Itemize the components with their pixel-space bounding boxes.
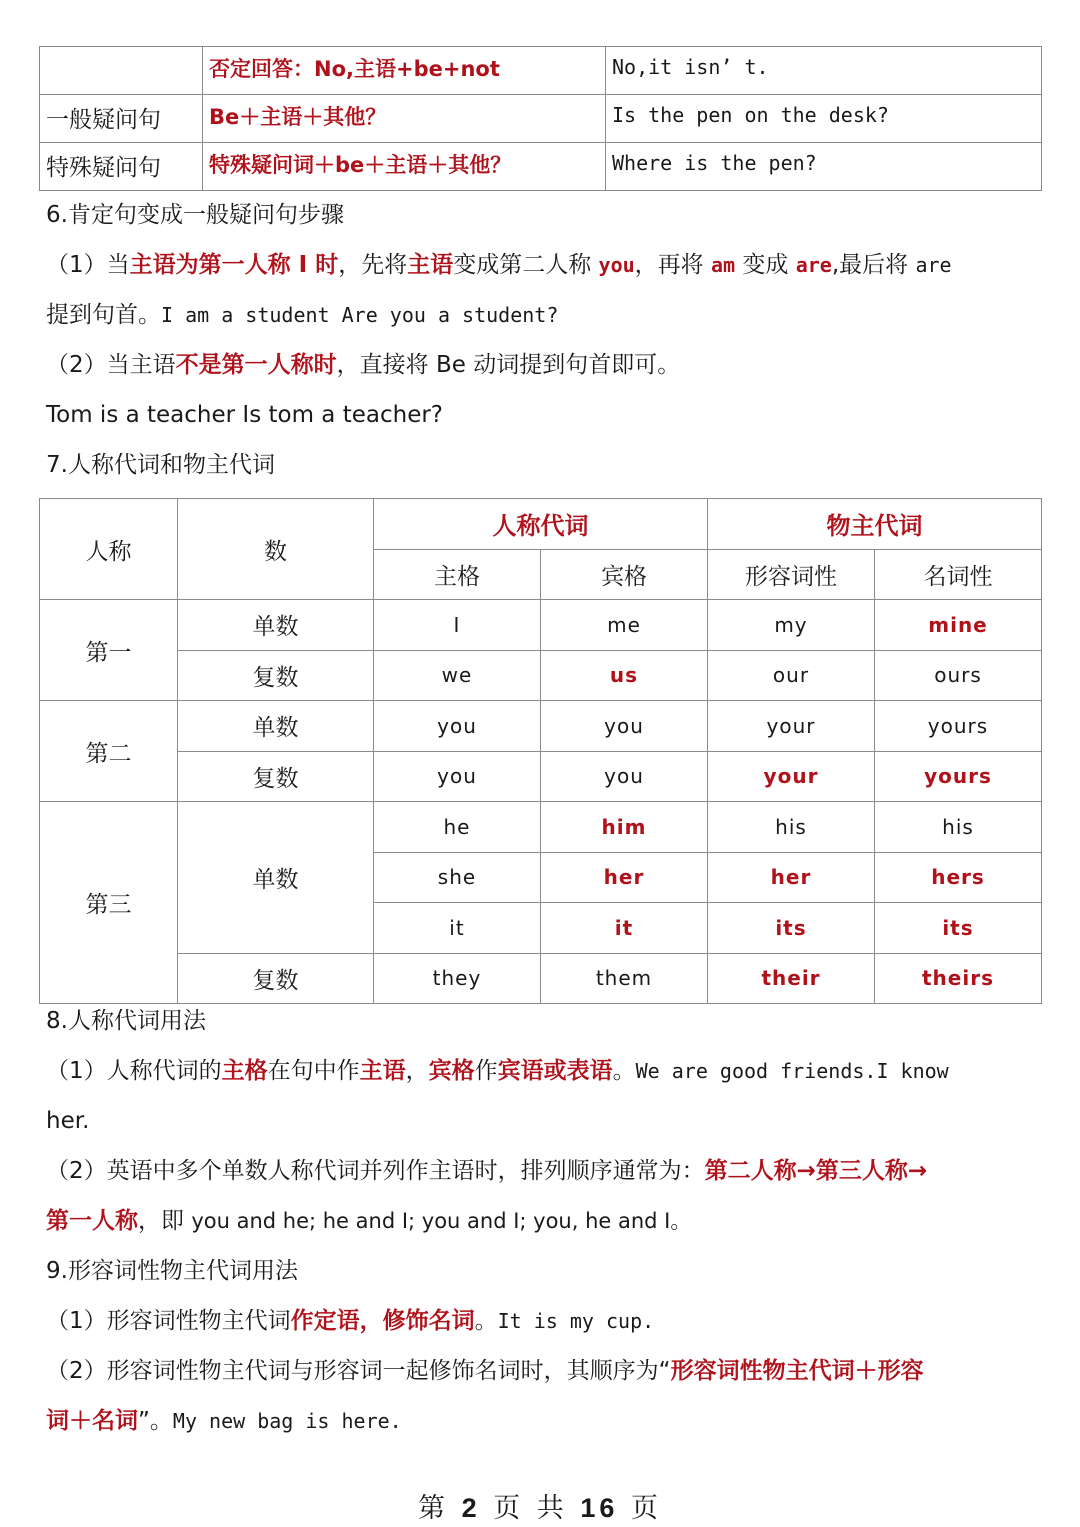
number-cell: 复数 (178, 751, 374, 802)
adjective-cell: his (708, 802, 875, 853)
header-person: 人称 (40, 499, 178, 600)
example: It is my cup. (497, 1309, 655, 1333)
highlight: 第二人称→第三人称→ (704, 1158, 928, 1184)
section-8-para-1-cont: her. (46, 1108, 90, 1134)
highlight: 宾语或表语 (497, 1058, 613, 1084)
object-cell: it (541, 903, 708, 954)
noun-cell: yours (875, 701, 1042, 752)
section-9-para-1 (46, 1306, 654, 1336)
text: （2）当主语 (46, 352, 176, 378)
highlight: 主语 (407, 252, 454, 278)
section-9-para-2 (46, 1356, 924, 1386)
rule-cell: Be＋主语＋其他？ (203, 95, 606, 143)
highlight: am (710, 253, 736, 277)
highlight: 作定语，修饰名词 (290, 1308, 475, 1334)
adjective-cell: my (708, 600, 875, 651)
page-number: 2 (461, 1493, 481, 1523)
noun-cell: its (875, 903, 1042, 954)
table-row (40, 701, 1042, 752)
section-6-example: Tom is a teacher Is tom a teacher? (46, 402, 444, 428)
text: 变成第二人称 (453, 252, 599, 278)
object-cell: you (541, 751, 708, 802)
text: ”。 (138, 1408, 173, 1434)
text: ，直接将 Be 动词提到句首即可。 (336, 352, 681, 378)
section-6-para-2 (46, 350, 680, 380)
header-subject: 主格 (374, 549, 541, 600)
example-cell: No,it isn’ t. (606, 47, 1042, 95)
number-cell: 复数 (178, 650, 374, 701)
highlight: 不是第一人称时 (175, 352, 337, 378)
noun-cell: his (875, 802, 1042, 853)
section-6-para-1-cont (46, 300, 558, 330)
section-6-para-1 (46, 250, 952, 280)
highlight: 宾格 (428, 1058, 475, 1084)
section-8-para-2 (46, 1156, 927, 1186)
adjective-cell: our (708, 650, 875, 701)
noun-cell: hers (875, 852, 1042, 903)
example: We are good friends.I know (635, 1059, 949, 1083)
row-label: 一般疑问句 (40, 95, 203, 143)
object-cell: you (541, 701, 708, 752)
subject-cell: it (374, 903, 541, 954)
table-row (40, 143, 1042, 191)
text: ，先将 (338, 252, 408, 278)
rule-cell: 特殊疑问词＋be＋主语＋其他？ (203, 143, 606, 191)
example: I am a student Are you a student? (161, 303, 559, 327)
section-8-title: 8.人称代词用法 (46, 1008, 206, 1034)
table-row (40, 600, 1042, 651)
adjective-cell: your (708, 701, 875, 752)
subject-cell: she (374, 852, 541, 903)
text: 。 (474, 1308, 498, 1334)
page-footer (0, 1486, 1080, 1525)
number-cell: 单数 (178, 600, 374, 651)
number-cell: 复数 (178, 953, 374, 1004)
text: （2）英语中多个单数人称代词并列作主语时，排列顺序通常为： (46, 1158, 705, 1184)
subject-cell: I (374, 600, 541, 651)
text: 页 (631, 1493, 663, 1524)
example: My new bag is here. (172, 1409, 402, 1433)
row-label (40, 47, 203, 95)
rule-cell: 否定回答：No,主语+be+not (203, 47, 606, 95)
text: 第 (417, 1493, 449, 1524)
table-row (40, 650, 1042, 701)
header-possessive-pronouns: 物主代词 (708, 499, 1042, 550)
subject-cell: they (374, 953, 541, 1004)
example: you and he; he and I; you and I; you, he and I。 (191, 1209, 692, 1233)
table-row (40, 95, 1042, 143)
highlight: 形容词性物主代词＋形容 (670, 1358, 924, 1384)
text: （1）形容词性物主代词 (46, 1308, 291, 1334)
header-number: 数 (178, 499, 374, 600)
noun-cell: ours (875, 650, 1042, 701)
number-cell: 单数 (178, 701, 374, 752)
text: （1）人称代词的 (46, 1058, 222, 1084)
text: ，即 (138, 1208, 192, 1234)
adjective-cell: their (708, 953, 875, 1004)
person-cell: 第三 (40, 802, 178, 1004)
highlight: you (598, 253, 635, 277)
text: ， (405, 1058, 429, 1084)
subject-cell: he (374, 802, 541, 853)
noun-cell: theirs (875, 953, 1042, 1004)
highlight: are (795, 253, 832, 277)
section-6-title: 6.肯定句变成一般疑问句步骤 (46, 202, 344, 228)
subject-cell: you (374, 751, 541, 802)
person-cell: 第二 (40, 701, 178, 802)
noun-cell: yours (875, 751, 1042, 802)
highlight: 第一人称 (46, 1208, 138, 1234)
adjective-cell: its (708, 903, 875, 954)
adjective-cell: your (708, 751, 875, 802)
object-cell: him (541, 802, 708, 853)
text: （1）当 (46, 252, 130, 278)
highlight: 词＋名词 (46, 1408, 138, 1434)
section-9-title: 9.形容词性物主代词用法 (46, 1258, 298, 1284)
total-pages: 16 (580, 1493, 619, 1523)
subject-cell: we (374, 650, 541, 701)
text: 提到句首。 (46, 302, 161, 328)
subject-cell: you (374, 701, 541, 752)
example-cell: Is the pen on the desk? (606, 95, 1042, 143)
header-noun: 名词性 (875, 549, 1042, 600)
table-row (40, 751, 1042, 802)
header-row (40, 499, 1042, 550)
sentence-type-table (39, 46, 1042, 191)
highlight: 主格 (221, 1058, 268, 1084)
section-9-para-2-cont (46, 1406, 402, 1436)
object-cell: them (541, 953, 708, 1004)
section-8-para-1 (46, 1056, 949, 1086)
object-cell: us (541, 650, 708, 701)
table-row (40, 953, 1042, 1004)
adjective-cell: her (708, 852, 875, 903)
text: 作 (474, 1058, 498, 1084)
header-personal-pronouns: 人称代词 (374, 499, 708, 550)
highlight: 主语 (359, 1058, 406, 1084)
text: ,最后将 (831, 252, 916, 278)
header-adjective: 形容词性 (708, 549, 875, 600)
text: 变成 (735, 252, 796, 278)
number-cell: 单数 (178, 802, 374, 954)
pronoun-table (39, 498, 1042, 1004)
text: ，再将 (634, 252, 711, 278)
highlight: 主语为第一人称 I 时 (129, 252, 339, 278)
row-label: 特殊疑问句 (40, 143, 203, 191)
person-cell: 第一 (40, 600, 178, 701)
table-row (40, 802, 1042, 853)
example-cell: Where is the pen? (606, 143, 1042, 191)
text: 。 (612, 1058, 636, 1084)
table-row (40, 47, 1042, 95)
text: 页 共 (493, 1493, 568, 1524)
text: 在句中作 (267, 1058, 360, 1084)
header-object: 宾格 (541, 549, 708, 600)
text: are (915, 253, 952, 277)
object-cell: her (541, 852, 708, 903)
section-7-title: 7.人称代词和物主代词 (46, 452, 275, 478)
section-8-para-2-cont (46, 1206, 691, 1236)
object-cell: me (541, 600, 708, 651)
text: （2）形容词性物主代词与形容词一起修饰名词时，其顺序为“ (46, 1358, 671, 1384)
noun-cell: mine (875, 600, 1042, 651)
